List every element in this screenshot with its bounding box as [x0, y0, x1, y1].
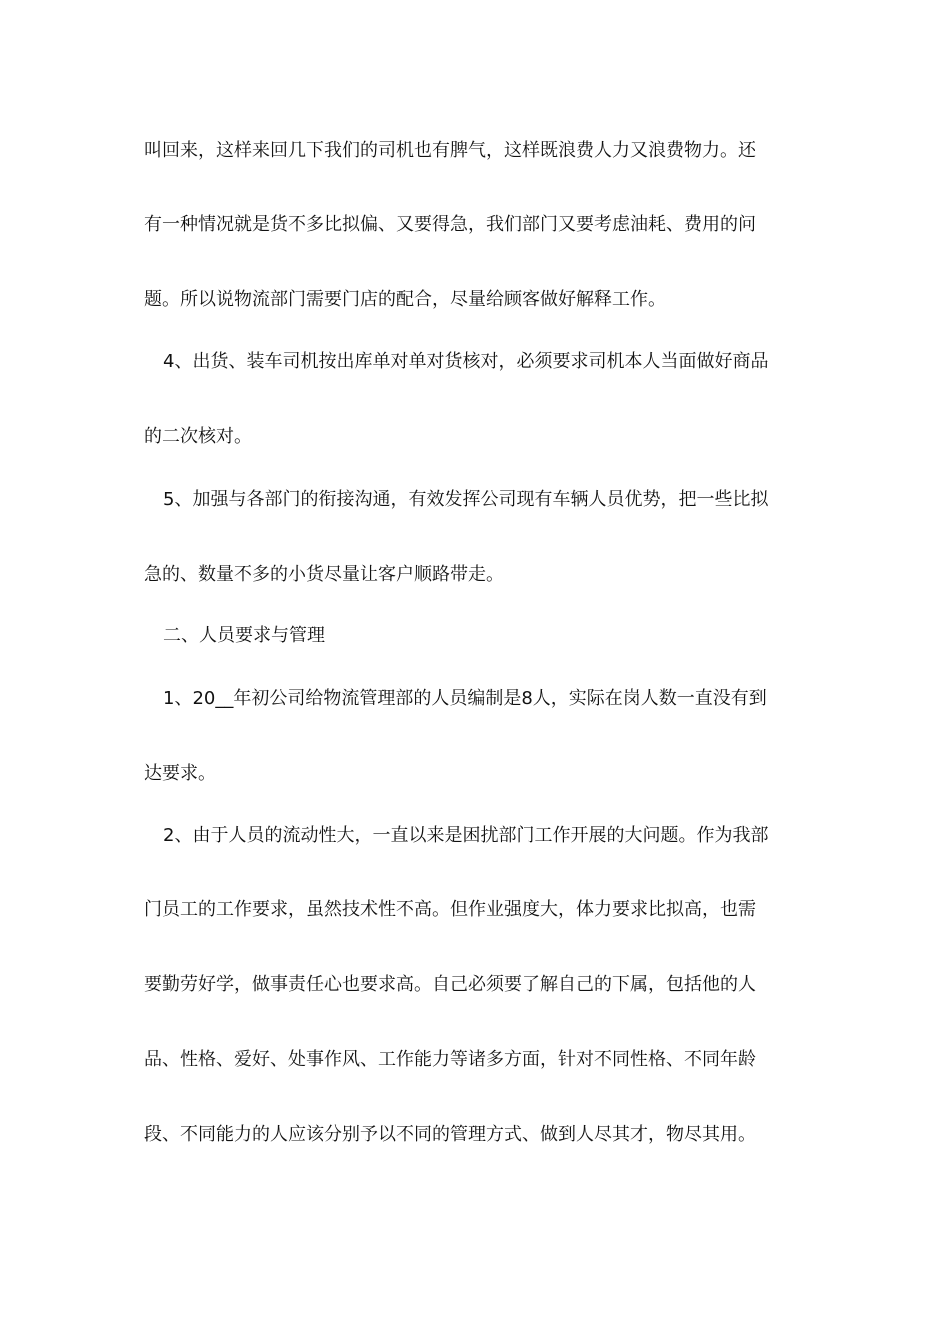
text-line: 题。所以说物流部门需要门店的配合，尽量给顾客做好解释工作。 [144, 289, 666, 310]
list-item-1: 1、20__年初公司给物流管理部的人员编制是8人，实际在岗人数一直没有到 [163, 688, 767, 709]
text-line: 有一种情况就是货不多比拟偏、又要得急，我们部门又要考虑油耗、费用的问 [144, 214, 756, 235]
text-line: 品、性格、爱好、处事作风、工作能力等诸多方面，针对不同性格、不同年龄 [144, 1049, 756, 1070]
text-line: 达要求。 [144, 763, 216, 784]
text-line: 急的、数量不多的小货尽量让客户顺路带走。 [144, 564, 504, 585]
text-line: 叫回来，这样来回几下我们的司机也有脾气，这样既浪费人力又浪费物力。还 [144, 140, 756, 161]
section-heading: 二、人员要求与管理 [163, 625, 325, 646]
list-item-2: 2、由于人员的流动性大，一直以来是困扰部门工作开展的大问题。作为我部 [163, 825, 769, 846]
text-line: 的二次核对。 [144, 426, 252, 447]
text-line: 门员工的工作要求，虽然技术性不高。但作业强度大，体力要求比拟高，也需 [144, 899, 756, 920]
list-item-5: 5、加强与各部门的衔接沟通，有效发挥公司现有车辆人员优势，把一些比拟 [163, 489, 769, 510]
text-line: 段、不同能力的人应该分别予以不同的管理方式、做到人尽其才，物尽其用。 [144, 1124, 756, 1145]
text-line: 要勤劳好学，做事责任心也要求高。自己必须要了解自己的下属，包括他的人 [144, 974, 756, 995]
list-item-4: 4、出货、装车司机按出库单对单对货核对，必须要求司机本人当面做好商品 [163, 351, 769, 372]
